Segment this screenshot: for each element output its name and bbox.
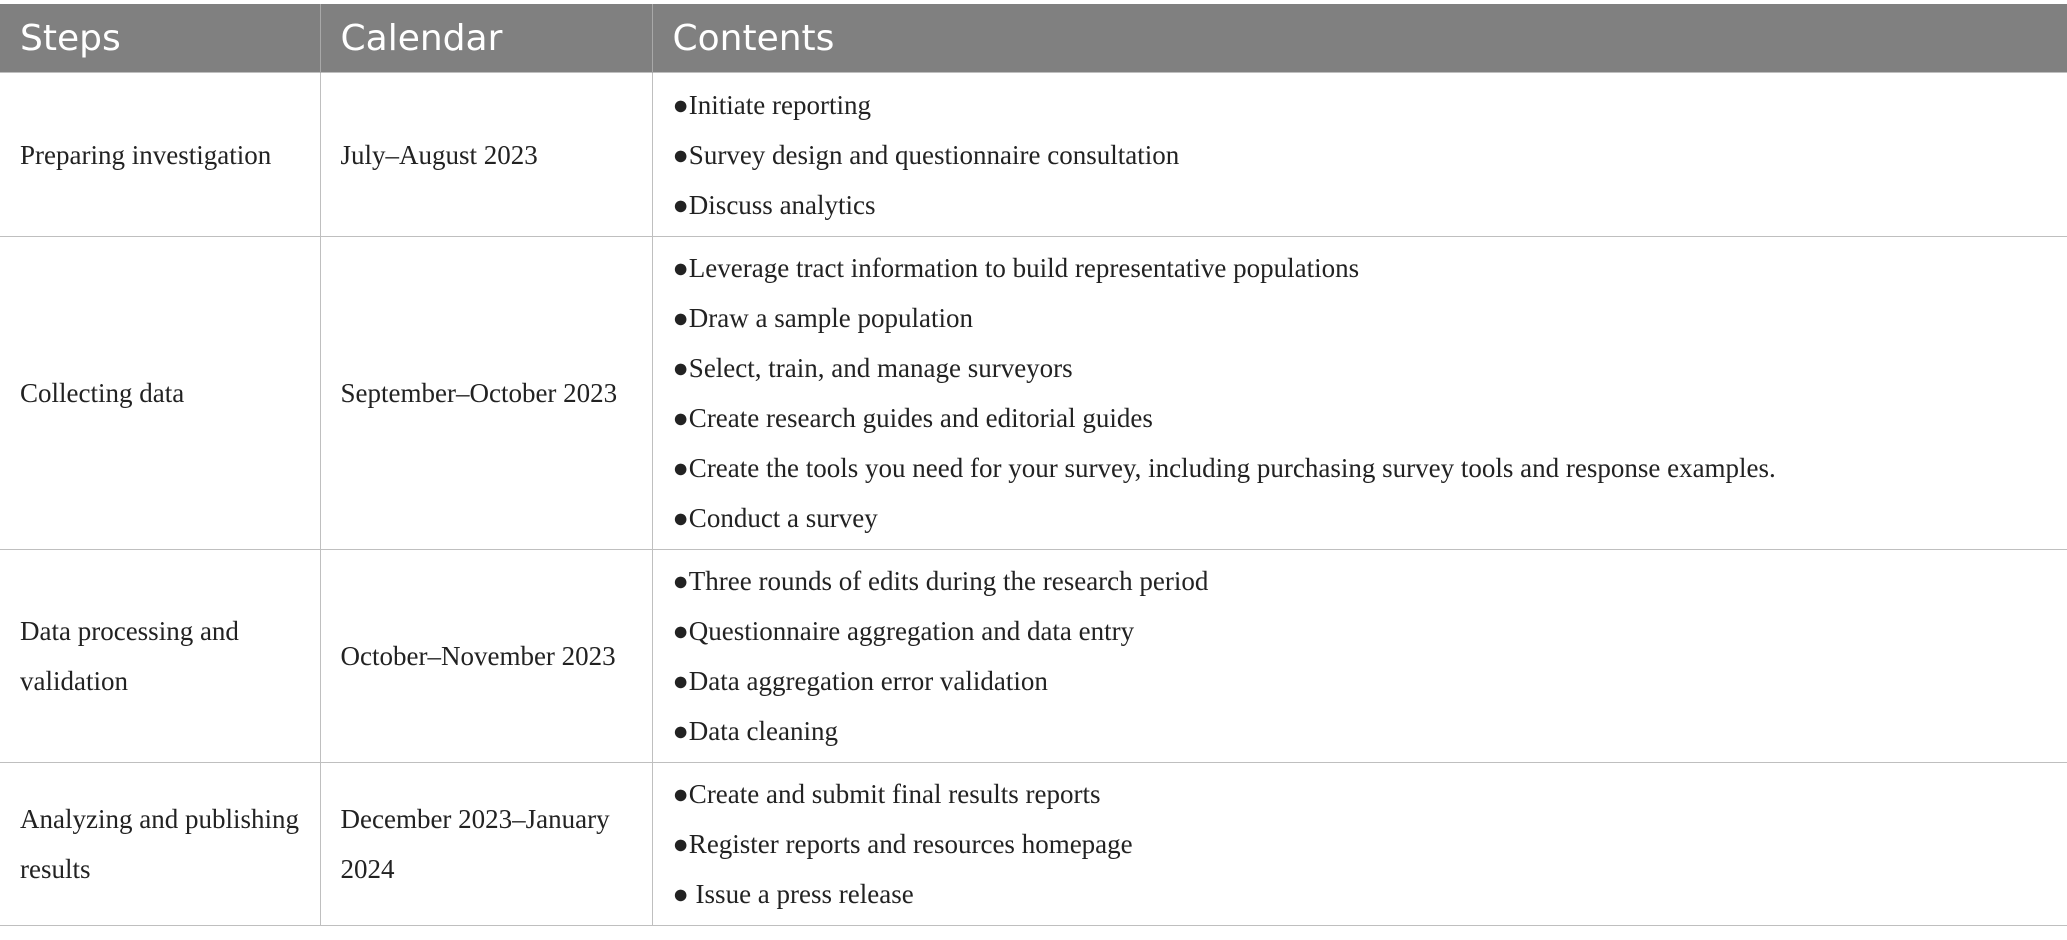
content-item: ●Data aggregation error validation (672, 666, 1048, 696)
content-item: ●Create research guides and editorial guides (672, 403, 1153, 433)
calendar-cell: September–October 2023 (320, 237, 652, 550)
table-row (0, 73, 2067, 237)
content-item: ● Issue a press release (672, 879, 914, 909)
content-item: ●Leverage tract information to build representative populations (672, 253, 1360, 283)
contents-cell (652, 73, 2067, 237)
contents-cell (652, 763, 2067, 926)
step-cell: Analyzing and publishing results (0, 763, 320, 926)
schedule-table (0, 4, 2067, 926)
calendar-cell: October–November 2023 (320, 550, 652, 763)
step-cell: Preparing investigation (0, 73, 320, 237)
content-item: ●Questionnaire aggregation and data entry (672, 616, 1135, 646)
content-item: ●Create and submit final results reports (672, 779, 1101, 809)
calendar-cell: December 2023–January 2024 (320, 763, 652, 926)
contents-cell (652, 237, 2067, 550)
table-row (0, 237, 2067, 550)
header-calendar: Calendar (320, 4, 652, 73)
schedule-table-container (0, 4, 2067, 926)
table-header (0, 4, 2067, 73)
content-item: ●Discuss analytics (672, 189, 876, 220)
content-item: ●Three rounds of edits during the research period (672, 566, 1209, 596)
calendar-cell: July–August 2023 (320, 73, 652, 237)
table-row (0, 550, 2067, 763)
content-item: ●Data cleaning (672, 716, 838, 746)
header-contents: Contents (652, 4, 2067, 73)
table-body (0, 73, 2067, 926)
contents-cell (652, 550, 2067, 763)
content-item: ●Draw a sample population (672, 303, 973, 333)
content-item: ●Select, train, and manage surveyors (672, 353, 1073, 383)
header-steps: Steps (0, 4, 320, 73)
header-row (0, 4, 2067, 73)
step-cell: Data processing and validation (0, 550, 320, 763)
content-item: ●Initiate reporting (672, 89, 871, 120)
content-item: ●Register reports and resources homepage (672, 829, 1133, 859)
content-item: ●Create the tools you need for your survey, including purchasing survey tools and response examples. (672, 453, 1776, 483)
step-cell: Collecting data (0, 237, 320, 550)
content-item: ●Conduct a survey (672, 503, 878, 533)
table-row (0, 763, 2067, 926)
content-item: ●Survey design and questionnaire consultation (672, 139, 1180, 170)
